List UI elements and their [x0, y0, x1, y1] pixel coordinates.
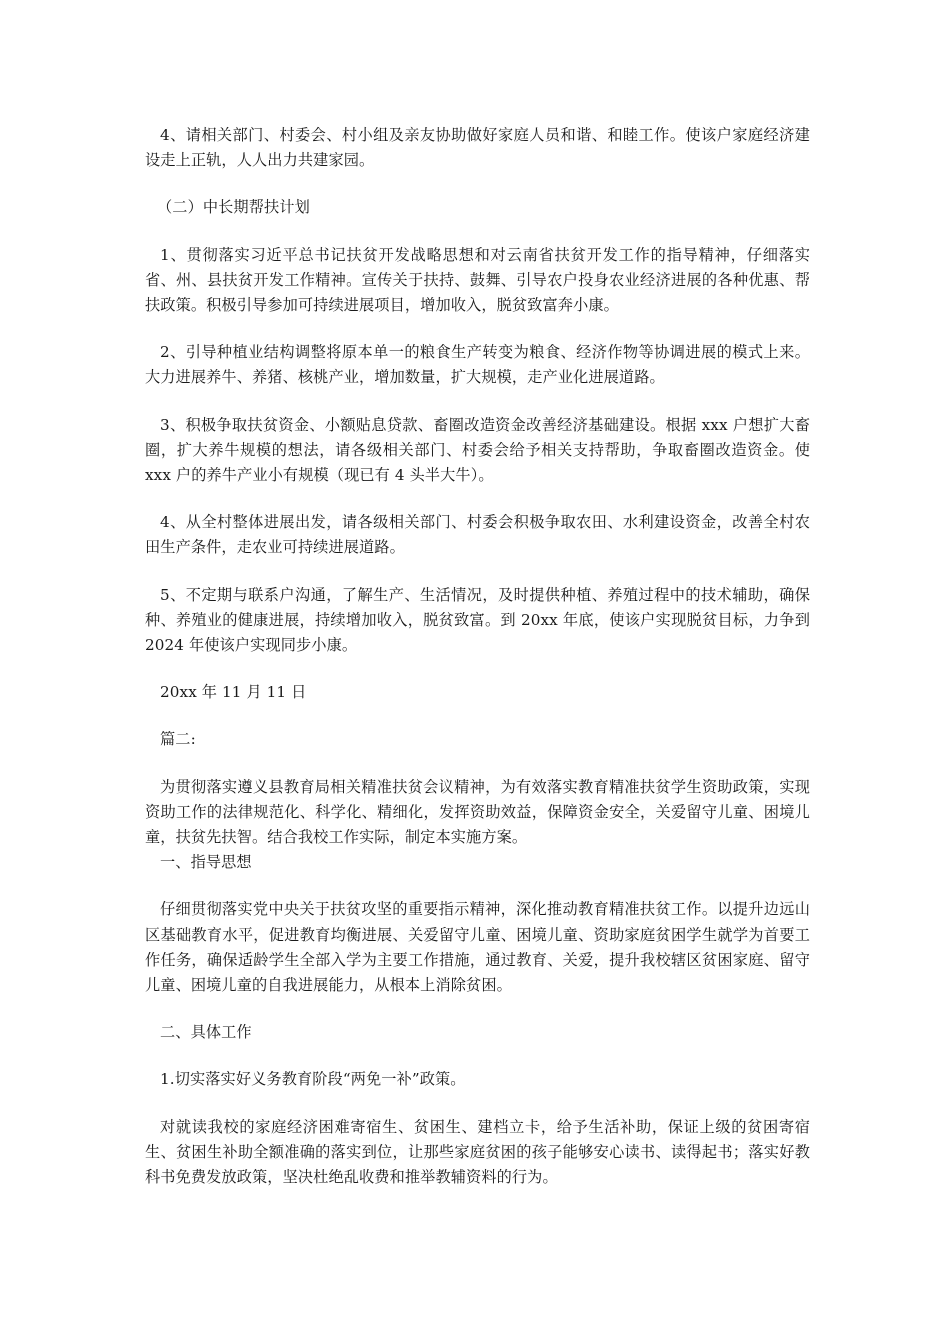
paragraph-policy-implementation: 1、贯彻落实习近平总书记扶贫开发战略思想和对云南省扶贫开发工作的指导精神，仔细落实省、州、县扶贫开发工作精神。宣传关于扶持、鼓舞、引导农户投身农业经济进展的各种优惠、帮扶政策。积极引导参加可持续进展项目，增加收入，脱贫致富奔小康。 — [145, 245, 810, 315]
document-date: 20xx 年 11 月 11 日 — [160, 683, 307, 702]
part-two-label: 篇二: — [160, 730, 196, 749]
paragraph-planting-structure: 2、引导种植业结构调整将原本单一的粮食生产转变为粮食、经济作物等协调进展的模式上来。大力进展养牛、养猪、核桃产业，增加数量，扩大规模，走产业化进展道路。 — [145, 343, 810, 387]
section-heading-guiding-ideology: 一、指导思想 — [160, 853, 252, 872]
paragraph-two-exemptions: 1.切实落实好义务教育阶段“两免一补”政策。 — [160, 1070, 466, 1089]
paragraph-farmland: 4、从全村整体进展出发，请各级相关部门、村委会积极争取农田、水利建设资金，改善全村农田生产条件，走农业可持续进展道路。 — [145, 513, 810, 557]
paragraph-family-harmony: 4、请相关部门、村委会、村小组及亲友协助做好家庭人员和谐、和睦工作。使该户家庭经济建设走上正轨，人人出力共建家园。 — [145, 126, 810, 170]
paragraph-subsidies: 对就读我校的家庭经济困难寄宿生、贫困生、建档立卡，给予生活补助，保证上级的贫困寄宿生、贫困生补助全额准确的落实到位，让那些家庭贫困的孩子能够安心读书、读得起书；落实好教科书免费发放政策，坚决杜绝乱收费和推举教辅资料的行为。 — [145, 1117, 810, 1187]
document-page — [145, 123, 810, 1212]
section-heading-long-term-plan: （二）中长期帮扶计划 — [157, 198, 310, 217]
paragraph-introduction: 为贯彻落实遵义县教育局相关精准扶贫会议精神，为有效落实教育精准扶贫学生资助政策，实现资助工作的法律规范化、科学化、精细化，发挥资助效益，保障资金安全，关爱留守儿童、困境儿童，扶贫先扶智。结合我校工作实际，制定本实施方案。 — [145, 777, 810, 847]
section-heading-specific-work: 二、具体工作 — [160, 1023, 252, 1042]
paragraph-funding: 3、积极争取扶贫资金、小额贴息贷款、畜圈改造资金改善经济基础建设。根据 xxx 户想扩大畜圈，扩大养牛规模的想法，请各级相关部门、村委会给予相关支持帮助，争取畜圈改造资金。使 xxx 户的养牛产业小有规模（现已有 4 头半大牛）。 — [145, 415, 810, 485]
paragraph-guiding-ideology: 仔细贯彻落实党中央关于扶贫攻坚的重要指示精神，深化推动教育精准扶贫工作。以提升边远山区基础教育水平，促进教育均衡进展、关爱留守儿童、困境儿童、资助家庭贫困学生就学为首要工作任务，确保适龄学生全部入学为主要工作措施，通过教育、关爱，提升我校辖区贫困家庭、留守儿童、困境儿童的自我进展能力，从根本上消除贫困。 — [145, 900, 810, 995]
paragraph-communication: 5、不定期与联系户沟通，了解生产、生活情况，及时提供种植、养殖过程中的技术辅助，确保种、养殖业的健康进展，持续增加收入，脱贫致富。到 20xx 年底，使该户实现脱贫目标，力争到 2024 年使该户实现同步小康。 — [145, 585, 810, 655]
